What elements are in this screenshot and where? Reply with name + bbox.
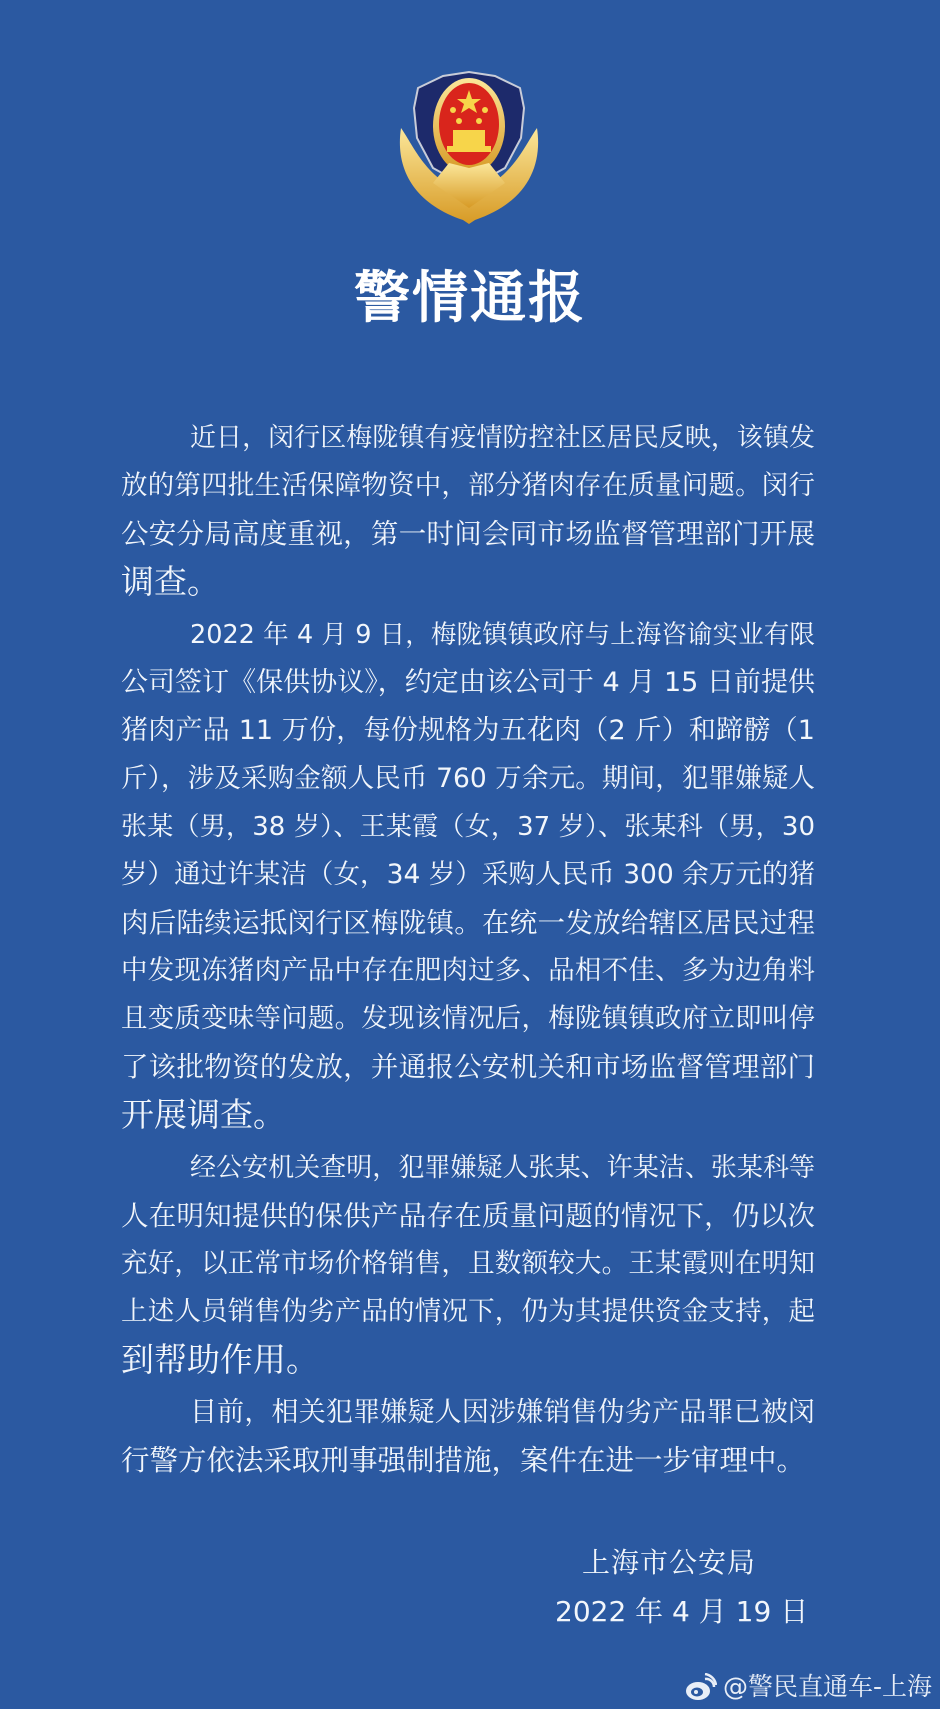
weibo-icon [685, 1673, 717, 1701]
text-line: 目前，相关犯罪嫌疑人因涉嫌销售伪劣产品罪已被闵 [190, 1397, 815, 1428]
text-line: 猪肉产品 11 万份，每份规格为五花肉（2 斤）和蹄髈（1 [121, 715, 815, 746]
text-line: 经公安机关查明，犯罪嫌疑人张某、许某洁、张某科等 [190, 1153, 815, 1183]
weibo-account: @警民直通车-上海 [722, 1672, 932, 1701]
paragraph [121, 1389, 815, 1485]
text-line: 近日，闵行区梅陇镇有疫情防控社区居民反映，该镇发 [190, 423, 815, 453]
weibo-watermark [685, 1668, 932, 1706]
text-line: 公安分局高度重视，第一时间会同市场监督管理部门开展 [121, 518, 815, 550]
paragraph [121, 1144, 815, 1384]
text-line: 上述人员销售伪劣产品的情况下，仍为其提供资金支持，起 [121, 1296, 815, 1327]
text-line: 开展调查。 [121, 1095, 286, 1134]
text-line: 2022 年 4 月 9 日，梅陇镇镇政府与上海咨谕实业有限 [190, 620, 815, 650]
police-emblem-icon [393, 68, 545, 224]
text-line: 了该批物资的发放，并通报公安机关和市场监督管理部门 [121, 1051, 815, 1083]
issue-date: 2022 年 4 月 19 日 [555, 1595, 809, 1628]
paragraph [121, 414, 815, 606]
text-line: 斤），涉及采购金额人民币 760 万余元。期间，犯罪嫌疑人 [121, 763, 815, 794]
text-line: 张某（男，38 岁）、王某霞（女，37 岁）、张某科（男，30 [121, 812, 815, 842]
notice-body [121, 414, 815, 1490]
text-line: 到帮助作用。 [121, 1340, 319, 1379]
text-line: 且变质变味等问题。发现该情况后，梅陇镇镇政府立即叫停 [121, 1003, 815, 1034]
text-line: 调查。 [121, 562, 220, 601]
text-line: 岁）通过许某洁（女，34 岁）采购人民币 300 余万元的猪 [121, 859, 815, 890]
text-line: 行警方依法采取刑事强制措施，案件在进一步审理中。 [121, 1444, 806, 1477]
text-line: 充好，以正常市场价格销售，且数额较大。王某霞则在明知 [121, 1248, 815, 1279]
issuing-organization: 上海市公安局 [582, 1546, 757, 1579]
page-title: 警情通报 [354, 266, 586, 331]
text-line: 肉后陆续运抵闵行区梅陇镇。在统一发放给辖区居民过程 [121, 907, 815, 939]
text-line: 公司签订《保供协议》，约定由该公司于 4 月 15 日前提供 [121, 667, 815, 698]
text-line: 放的第四批生活保障物资中，部分猪肉存在质量问题。闵行 [121, 470, 815, 501]
text-line: 人在明知提供的保供产品存在质量问题的情况下，仍以次 [121, 1200, 815, 1232]
paragraph [121, 611, 815, 1139]
text-line: 中发现冻猪肉产品中存在肥肉过多、品相不佳、多为边角料 [121, 955, 815, 986]
